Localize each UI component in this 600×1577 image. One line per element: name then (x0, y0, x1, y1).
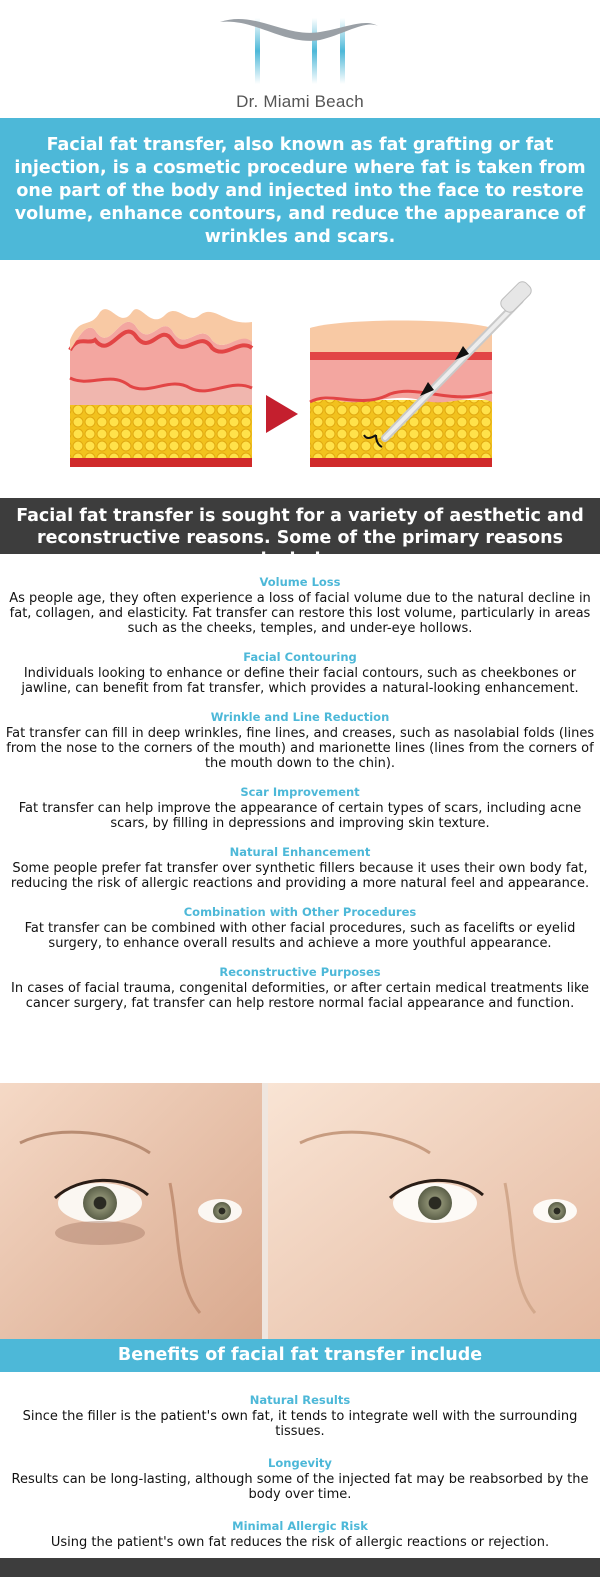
reasons-heading: Facial fat transfer is sought for a variety of aesthetic and reconstructive reasons. Some of the primary reasons include: (16, 506, 584, 570)
reason-title: Reconstructive Purposes (219, 965, 381, 979)
before-after-photo (0, 1083, 600, 1339)
benefit-text: Using the patient's own fat reduces the risk of allergic reactions or rejection. (50, 1535, 550, 1550)
list-item (0, 710, 600, 771)
list-item (0, 785, 600, 831)
list-item (0, 845, 600, 891)
reason-title: Wrinkle and Line Reduction (210, 710, 390, 724)
skin-before-after-illustration (0, 260, 600, 498)
reasons-heading-banner (0, 498, 600, 570)
reason-title: Facial Contouring (243, 650, 357, 664)
reason-text: As people age, they often experience a loss of facial volume due to the natural decline in fat, collagen, and elasticity. Fat transfer can restore this lost volume, particularly in areas such as the cheeks, temples, and under-eye hollows. (9, 591, 591, 636)
reason-text: Fat transfer can be combined with other facial procedures, such as facelifts or eyelid surgery, to enhance overall results and achieve a more youthful appearance. (24, 921, 576, 951)
intro-text: Facial fat transfer, also known as fat grafting or fat injection, is a cosmetic procedure where fat is taken from one part of the body and injected into the face to restore volume, enhance contours, and reduce the appearance of wrinkles and scars. (14, 135, 586, 247)
reason-text: In cases of facial trauma, congenital deformities, or after certain medical treatments like cancer surgery, fat transfer can help restore normal facial appearance and function. (10, 981, 590, 1011)
benefits-heading: Benefits of facial fat transfer include (117, 1345, 483, 1365)
benefits-heading-banner (0, 1339, 600, 1372)
reason-title: Volume Loss (259, 575, 341, 589)
list-item (0, 1456, 600, 1502)
dr-miami-beach-logo-icon (215, 8, 385, 94)
logo-header (0, 0, 600, 118)
intro-banner (0, 118, 600, 260)
reason-text: Some people prefer fat transfer over synthetic fillers because it uses their own body fat, reducing the risk of allergic reactions and providing a more natural feel and appearance. (10, 861, 590, 891)
benefit-title: Natural Results (249, 1393, 351, 1407)
footer-bar (0, 1558, 600, 1577)
procedure-illustration (0, 260, 600, 498)
benefits-list (0, 1393, 600, 1567)
reason-title: Combination with Other Procedures (183, 905, 417, 919)
play-arrow-icon (266, 395, 298, 433)
list-item (0, 905, 600, 951)
benefit-text: Since the filler is the patient's own fat, it tends to integrate well with the surrounding tissues. (22, 1409, 578, 1439)
reason-title: Natural Enhancement (229, 845, 371, 859)
reason-title: Scar Improvement (240, 785, 360, 799)
list-item (0, 1393, 600, 1439)
before-after-face-photo (0, 1083, 600, 1339)
list-item (0, 965, 600, 1011)
list-item (0, 1519, 600, 1550)
list-item (0, 575, 600, 636)
reason-text: Individuals looking to enhance or define their facial contours, such as cheekbones or jawline, can benefit from fat transfer, which provides a natural-looking enhancement. (21, 666, 579, 696)
benefit-text: Results can be long-lasting, although some of the injected fat may be reabsorbed by the body over time. (11, 1472, 589, 1502)
reason-text: Fat transfer can fill in deep wrinkles, fine lines, and creases, such as nasolabial folds (lines from the nose to the corners of the mouth) and marionette lines (lines from the corners of the mouth down to the chin). (5, 726, 595, 771)
benefit-title: Longevity (268, 1456, 332, 1470)
reason-text: Fat transfer can help improve the appearance of certain types of scars, including acne scars, by filling in depressions and improving skin texture. (18, 801, 582, 831)
benefit-title: Minimal Allergic Risk (232, 1519, 368, 1533)
reasons-list (0, 554, 600, 1011)
list-item (0, 650, 600, 696)
brand-name: Dr. Miami Beach (236, 92, 364, 111)
